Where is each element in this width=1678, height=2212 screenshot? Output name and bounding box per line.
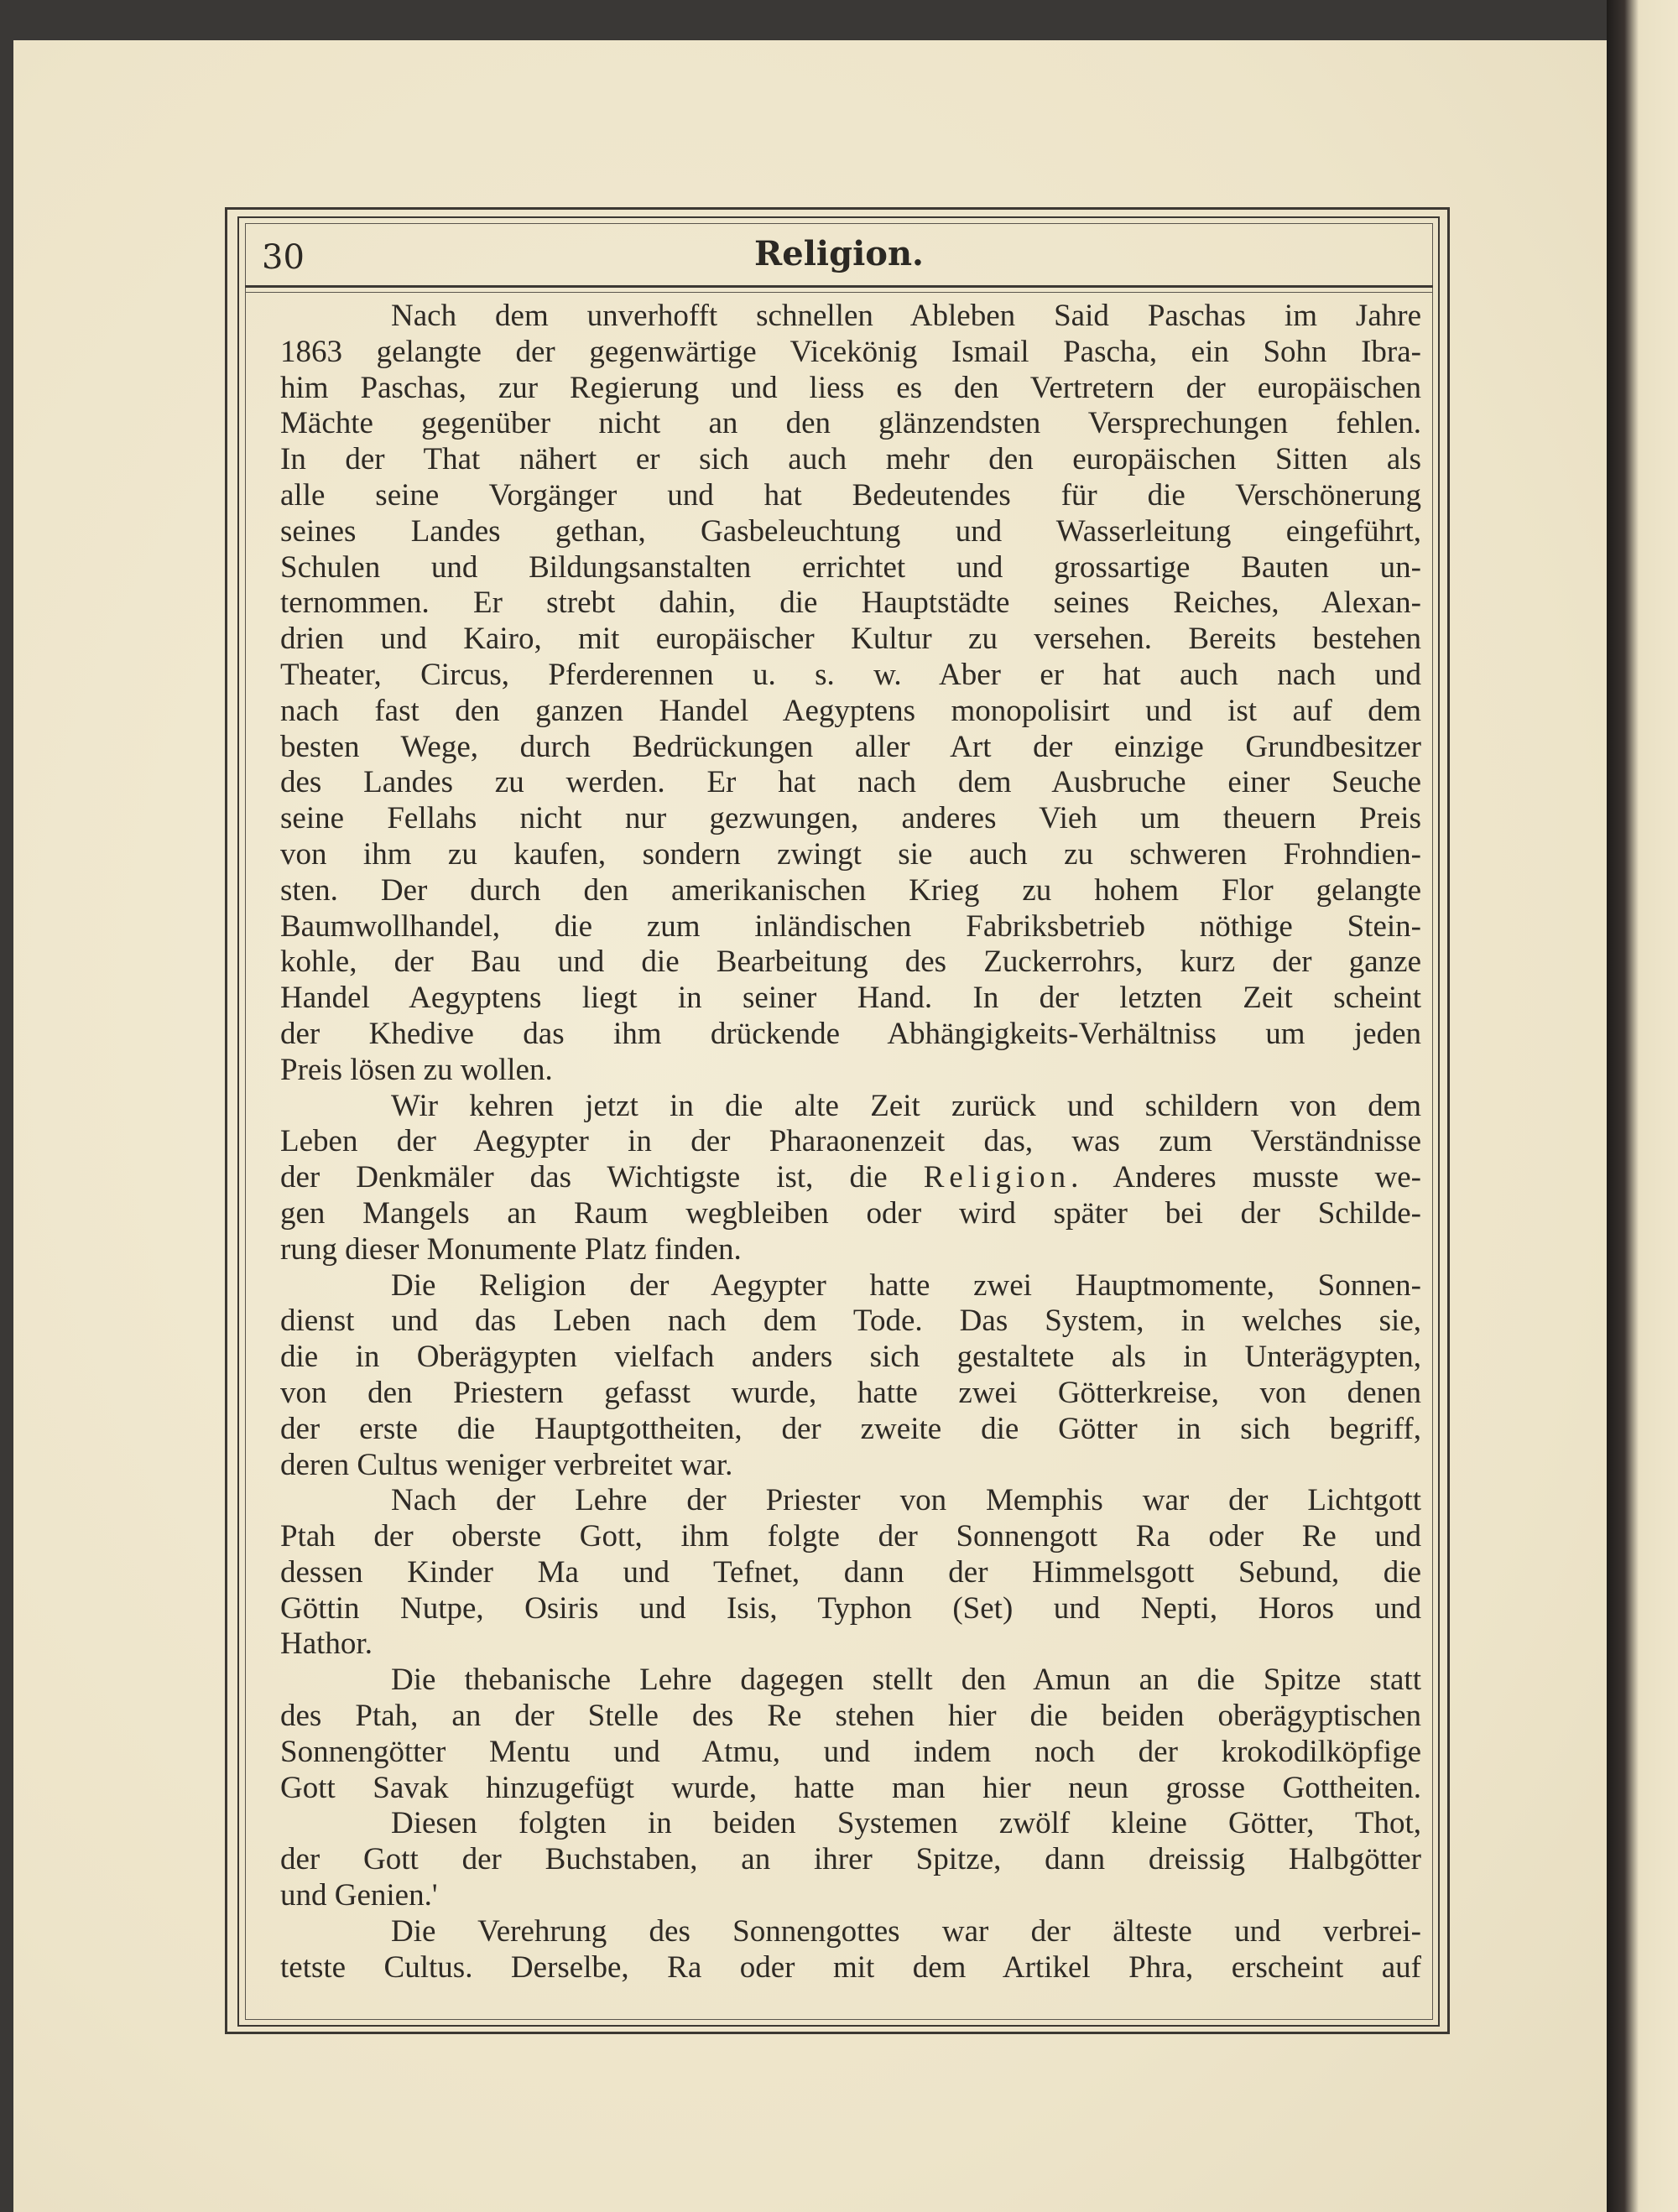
text-line: von den Priestern gefasst wurde, hatte zwei Götterkreise, von denen xyxy=(280,1375,1421,1410)
text-line: gen Mangels an Raum wegbleiben oder wird später bei der Schilde- xyxy=(280,1195,1421,1231)
emphasized-word: Religion xyxy=(923,1160,1071,1195)
text-line: Nach der Lehre der Priester von Memphis war der Lichtgott xyxy=(391,1483,1421,1518)
text-line-with-emphasis xyxy=(280,1160,1421,1196)
text-line: seines Landes gethan, Gasbeleuchtung und Wasserleitung eingeführt, xyxy=(280,513,1421,549)
text-line: Preis lösen zu wollen. xyxy=(280,1052,553,1087)
text-line: him Paschas, zur Regierung und liess es den Vertretern der europäischen xyxy=(280,370,1421,405)
text-line: Die thebanische Lehre dagegen stellt den Amun an die Spitze statt xyxy=(391,1663,1421,1698)
text-line: Theater, Circus, Pferderennen u. s. w. Aber er hat auch nach und xyxy=(280,657,1421,692)
scan-background-left xyxy=(0,0,13,2212)
header-rule-thin xyxy=(245,292,1433,293)
scan-background-top xyxy=(0,0,1678,40)
book-edge xyxy=(1607,0,1678,2212)
body-text xyxy=(280,299,1421,1986)
text-line: Sonnengötter Mentu und Atmu, und indem noch der krokodilköpfige xyxy=(280,1734,1421,1769)
text-line: Die Verehrung des Sonnengottes war der älteste und verbrei- xyxy=(391,1913,1421,1949)
text-line: Leben der Aegypter in der Pharaonenzeit das, was zum Verständnisse xyxy=(280,1124,1421,1159)
text-line: tetste Cultus. Derselbe, Ra oder mit dem Artikel Phra, erscheint auf xyxy=(280,1949,1421,1985)
text-line: Ptah der oberste Gott, ihm folgte der Sonnengott Ra oder Re und xyxy=(280,1519,1421,1554)
text-line: Diesen folgten in beiden Systemen zwölf kleine Götter, Thot, xyxy=(391,1806,1421,1841)
header-rule xyxy=(245,285,1433,288)
text-line: Göttin Nutpe, Osiris und Isis, Typhon (Set) und Nepti, Horos und xyxy=(280,1590,1421,1626)
text-line: Schulen und Bildungsanstalten errichtet und grossartige Bauten un- xyxy=(280,549,1421,585)
running-title: Religion. xyxy=(754,234,924,273)
text-line: kohle, der Bau und die Bearbeitung des Zuckerrohrs, kurz der ganze xyxy=(280,945,1421,980)
text-line: Wir kehren jetzt in die alte Zeit zurück und schildern von dem xyxy=(391,1088,1421,1123)
text-segment: . Anderes musste we- xyxy=(1071,1160,1421,1195)
text-line: des Landes zu werden. Er hat nach dem Ausbruche einer Seuche xyxy=(280,765,1421,800)
text-line: seine Fellahs nicht nur gezwungen, anderes Vieh um theuern Preis xyxy=(280,801,1421,836)
text-line: der Gott der Buchstaben, an ihrer Spitze, dann dreissig Halbgötter xyxy=(280,1842,1421,1877)
text-line: der Khedive das ihm drückende Abhängigkeits-Verhältniss um jeden xyxy=(280,1016,1421,1051)
text-line: Mächte gegenüber nicht an den glänzendsten Versprechungen fehlen. xyxy=(280,406,1421,441)
text-line: rung dieser Monumente Platz finden. xyxy=(280,1231,742,1267)
text-line: 1863 gelangte der gegenwärtige Vicekönig Ismail Pascha, ein Sohn Ibra- xyxy=(280,334,1421,369)
text-line: des Ptah, an der Stelle des Re stehen hier die beiden oberägyptischen xyxy=(280,1699,1421,1734)
text-line: dienst und das Leben nach dem Tode. Das System, in welches sie, xyxy=(280,1304,1421,1339)
text-line: drien und Kairo, mit europäischer Kultur zu versehen. Bereits bestehen xyxy=(280,622,1421,657)
text-line: Gott Savak hinzugefügt wurde, hatte man hier neun grosse Gottheiten. xyxy=(280,1770,1421,1805)
page-number: 30 xyxy=(262,238,305,277)
text-line: sten. Der durch den amerikanischen Krieg zu hohem Flor gelangte xyxy=(280,872,1421,908)
text-line: nach fast den ganzen Handel Aegyptens monopolisirt und ist auf dem xyxy=(280,693,1421,728)
text-line: der erste die Hauptgottheiten, der zweite die Götter in sich begriff, xyxy=(280,1411,1421,1446)
text-line: Baumwollhandel, die zum inländischen Fabriksbetrieb nöthige Stein- xyxy=(280,908,1421,944)
text-line: ternommen. Er strebt dahin, die Hauptstädte seines Reiches, Alexan- xyxy=(280,586,1421,621)
text-line: deren Cultus weniger verbreitet war. xyxy=(280,1447,733,1482)
text-segment: der Denkmäler das Wichtigste ist, die xyxy=(280,1160,888,1195)
text-line: Handel Aegyptens liegt in seiner Hand. In der letzten Zeit scheint xyxy=(280,981,1421,1016)
text-line: die in Oberägypten vielfach anders sich gestaltete als in Unterägypten, xyxy=(280,1340,1421,1375)
text-line: alle seine Vorgänger und hat Bedeutendes für die Verschönerung xyxy=(280,477,1421,513)
text-line: In der That nähert er sich auch mehr den europäischen Sitten als xyxy=(280,442,1421,477)
text-line: besten Wege, durch Bedrückungen aller Art der einzige Grundbesitzer xyxy=(280,729,1421,764)
text-line: dessen Kinder Ma und Tefnet, dann der Himmelsgott Sebund, die xyxy=(280,1554,1421,1590)
text-line: und Genien.' xyxy=(280,1878,438,1913)
text-line: Die Religion der Aegypter hatte zwei Hauptmomente, Sonnen- xyxy=(391,1267,1421,1303)
text-line: Nach dem unverhofft schnellen Ableben Said Paschas im Jahre xyxy=(391,299,1421,333)
text-line: von ihm zu kaufen, sondern zwingt sie auch zu schweren Frohndien- xyxy=(280,836,1421,872)
text-line: Hathor. xyxy=(280,1626,373,1662)
